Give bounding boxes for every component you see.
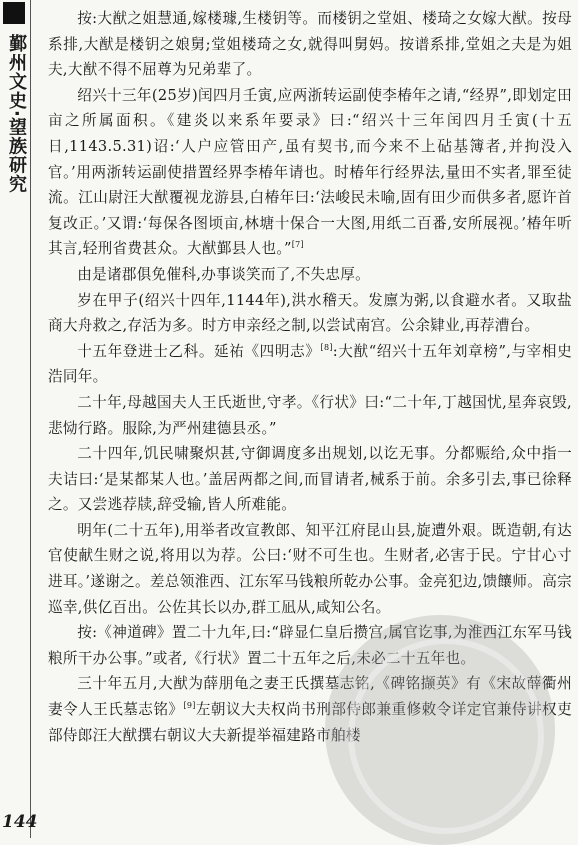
paragraph (48, 262, 572, 288)
paragraph (48, 288, 572, 339)
paragraph (48, 671, 572, 748)
page-body (48, 6, 572, 748)
sidebar (0, 0, 31, 838)
paragraph-text: 按:《神道碑》置二十九年,曰:“辟显仁皇后攒宫,属官讫事,为淮西江东军马钱粮所干办公事。”或者,《行状》置二十五年之后,未必二十五年也。 (48, 624, 572, 667)
sidebar-title: 鄞州文史·望族研究 (6, 34, 27, 194)
paragraph-text: 岁在甲子(绍兴十四年,1144年),洪水稽天。发廪为粥,以食避水者。又取盐商大舟救之,存活为多。时方申亲经之制,以尝试南宫。公余肄业,再荐漕台。 (48, 291, 572, 335)
paragraph-text-continued: :大猷“绍兴十五年刘章榜”,与宰相史浩同年。 (48, 342, 572, 386)
paragraph-text: 绍兴十三年(25岁)闰四月壬寅,应两浙转运副使李椿年之请,“经界”,即划定田亩之所属面积。《建炎以来系年要录》曰:“绍兴十三年闰四月壬寅(十五日,1143.5.31)诏:‘人户应管田产,虽有契书,而今来不上砧基簿者,并拘没入官。’用两浙转运副使措置经界李椿年请也。时椿年行经界法,量田不实者,罪至徒流。江山尉汪大猷覆视龙游县,白椿年曰:‘法峻民未喻,固有田少而供多者,愿许首复改正。’又谓:‘每保各图顷亩,林塘十保合一大图,用纸二百番,安所展视。’椿年听其言,轻刑省费甚众。大猷鄞县人也。” (48, 86, 572, 258)
paragraph-text: 按:大猷之姐慧通,嫁楼璩,生楼钥等。而楼钥之堂姐、楼琦之女嫁大猷。按母系排,大猷是楼钥之娘舅;堂姐楼琦之女,就得叫舅妈。按谱系排,堂姐之夫是为姐夫,大猷不得不屈尊为兄弟辈了。 (48, 10, 572, 79)
paragraph (48, 390, 572, 441)
paragraph-text-continued: 左朝议大夫权尚书刑部侍郎兼重修敕令详定官兼侍讲权吏部侍郎汪大猷撰右朝议大夫新提举福建路市舶楼 (48, 701, 572, 744)
paragraph (48, 518, 572, 620)
footnote-marker: [9] (183, 701, 196, 711)
sidebar-black-block (3, 2, 25, 24)
paragraph-text: 由是诸郡俱免催科,办事谈笑而了,不失忠厚。 (77, 265, 371, 283)
paragraph-text: 十五年登进士乙科。延祐《四明志》 (77, 342, 321, 360)
paragraph (48, 83, 572, 262)
paragraph (48, 339, 572, 390)
paragraph-text: 明年(二十五年),用举者改宣教郎、知平江府昆山县,旋遭外艰。既造朝,有达官使献生财之说,将用以为荐。公曰:‘财不可生也。生财者,必害于民。宁甘心寸进耳。’遂谢之。差总领淮西、江东军马钱粮所乾办公事。金亮犯边,馈饟师。高宗巡幸,供亿百出。公佐其长以办,群工凪从,咸知公名。 (48, 521, 572, 616)
page-number: 144 (2, 812, 38, 832)
paragraph (48, 6, 572, 83)
footnote-marker: [8] (320, 342, 333, 352)
paragraph (48, 620, 572, 671)
paragraph-text: 二十四年,饥民啸聚炽甚,守御调度多出规划,以讫无事。分都赈给,众中指一夫诘曰:‘是某都某人也。’盖居两都之间,而冒请者,械系于前。余多引去,事已徐释之。又尝逃荐牍,辞受输,皆人所难能。 (48, 445, 572, 514)
footnote-marker: [7] (291, 240, 304, 250)
paragraph-text: 二十年,母越国夫人王氏逝世,守孝。《行状》曰:“二十年,丁越国忧,星奔哀毁,悲恸行路。服除,为严州建德县丞。” (48, 393, 572, 437)
paragraph (48, 441, 572, 518)
paragraph-text: 三十年五月,大猷为薛朋龟之妻王氏撰墓志铭,《碑铭撷英》有《宋故薛衢州妻令人王氏墓志铭》 (48, 675, 572, 719)
